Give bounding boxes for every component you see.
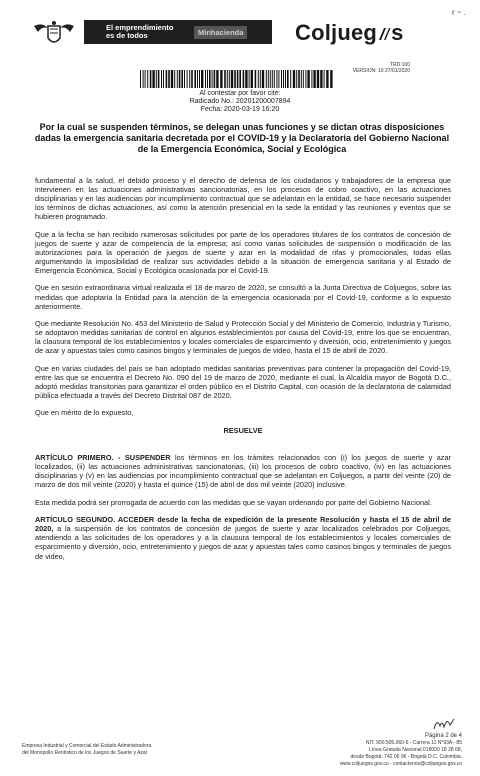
signature-initials-icon (432, 716, 456, 732)
paragraph-5: Que en varias ciudades del país se han adoptado medidas sanitarias preventivas para contener la propagación del Covid-19, entre las que se encuentra el Decreto No. 090 del 19 de marzo de 2020, mediante el cual, la Alcaldía mayor de Bogotá D.C., adoptó medidas transitorias para garantizar el orden público en el Distrito Capital, con ocasión de la declaratoria de calamidad pública efectuada a través del Decreto Distrital 087 de 2020. (35, 363, 451, 400)
corner-handwritten-mark: r ~ . (451, 8, 466, 17)
version-code: VERSION: 10 27/01/2020 (352, 68, 410, 74)
document-code (353, 62, 410, 74)
article-1 (35, 453, 451, 489)
brand-suffix: s (391, 20, 404, 45)
slogan-line-1: El emprendimiento (106, 23, 174, 32)
paragraph-2: Que a la fecha se han recibido numerosas solicitudes por parte de los operadores titulares de los contratos de concesión de juegos de suerte y azar de competencia de la empresa; así como varias solicitudes de suspensión o modificación de las autorizaciones para la operación de juegos de suerte y azar en la modalidad de rifas y promocionales, todas ellas argumentando la imposibilidad de realizar sus actividades debido a la situación de emergencia sanitaria y al Estado de Emergencia Económica, Social y Ecológica ocasionada por el Covid-19. (35, 229, 451, 275)
paragraph-1: fundamental a la salud, el debido proceso y el derecho de defensa de los ciudadanos y trabajadores de la empresa que intervienen en las actuaciones administrativas sancionatorias, en los procesos de cobro coactivo, en las actuaciones disciplinarias y en las audiencias por incumplimiento contractual que se adelantan en la entidad, se hace necesario suspender los términos de dichas actuaciones, así como la atención presencial en la sede la entidad y las reuniones y eventos que se hubieren programado. (35, 176, 451, 222)
resuelve-heading: RESUELVE (223, 426, 263, 436)
resolution-body (35, 176, 451, 569)
article-2 (35, 515, 451, 560)
barcode (140, 70, 334, 88)
page-number: Página 2 de 4 (424, 733, 462, 739)
brand-text: Coljueg (295, 20, 378, 45)
paragraph-6: Que en mérito de lo expuesto, (35, 408, 134, 418)
radicado-instruction: Al contestar por favor cite: (199, 90, 281, 97)
footer-nit-address: NIT. 900.505.060-5 - Carrera 11 N°93A - 85 (365, 740, 462, 746)
trd-code: TRD:100 (389, 62, 410, 68)
coljuegos-logo (295, 20, 404, 46)
footer-bogota-phone: desde Bogotá: 742 06 96 - Bogotá D.C. Colombia. (350, 754, 462, 760)
radicado-date: Fecha: 2020-03-19 16:20 (200, 106, 280, 114)
article-2-text: a la suspensión de los contratos de concesión de juegos de suerte y azar localizados celebrados por Coljuegos, atendiendo a las solicitudes de los operadores y a la clausura temporal de los establecimientos y locales comerciales de esparcimiento y diversión, ocio, entretenimiento y juegos de azar y apuestas tales como casinos bingos y terminales de juegos de video, (35, 524, 451, 561)
ministry-label: Minhacienda (194, 26, 247, 39)
resolution-title: Por la cual se suspenden términos, se delegan unas funciones y se dictan otras disposiciones dadas la emergencia sanitaria decretada por el COVID-19 y la Declaratoria del Gobierno Nacional de la Emergencia Económica, Social y Ecológica (34, 122, 450, 154)
paragraph-4: Que mediante Resolución No. 453 del Ministerio de Salud y Protección Social y del Ministerio de Comercio, Industria y Turismo, se adoptaron medidas sanitarias de control en algunos establecimientos por causa del Covid-19, entre los que se encuentran, la clausura temporal de los establecimientos y locales comerciales de esparcimiento y diversión, ocio, entretenimiento y juegos de azar y apuestas tales como casinos bingos y terminales de juegos de video, hasta el 15 de abril de 2020. (35, 319, 451, 356)
radicado-block (0, 90, 480, 115)
footer-hotline: Línea Gratuita Nacional 018000 18 28 68, (369, 747, 462, 753)
footer-entity-line-2: del Monopolio Rentístico de los Juegos de Suerte y Azar (22, 750, 148, 756)
slogan-line-2: es de todos (106, 31, 148, 40)
government-banner (84, 20, 272, 44)
footer-entity (22, 743, 151, 757)
letterhead (0, 0, 480, 56)
article-1-text: los términos en los trámites relacionados con (i) los juegos de suerte y azar localizados, (ii) las actuaciones administrativas sancionatorias, (iii) los procesos de cobro coactivo, (iv) en las actuaciones disciplinarias y (v) en las audiencias por incumplimiento contractual que se adelantan en Coljuegos, a partir del veinte (20) de marzo de dos mil veinte (2020) y hasta el quince (15) de abril de dos mil veinte (2020) inclusive. (35, 453, 451, 490)
footer-entity-line-1: Empresa Industrial y Comercial del Estado Administradora (22, 743, 152, 749)
paragraph-3: Que en sesión extraordinaria virtual realizada el 18 de marzo de 2020, se consultó a la Junta Directiva de Coljuegos, sobre las medidas que adoptaría la Entidad para la atención de la emergencia ocasionada por el Covid-19, conforme a lo expuesto anteriormente. (35, 283, 451, 311)
footer-web-email[interactable]: www.coljuegos.gov.co - contactenos@coljuegos.gov.co (339, 761, 462, 767)
brand-mark-icon (377, 26, 391, 42)
government-slogan (106, 24, 186, 40)
article-1-heading: ARTÍCULO PRIMERO. - SUSPENDER (35, 453, 171, 463)
footer-contact (340, 733, 462, 768)
radicado-number: Radicado No.: 20201200007894 (189, 98, 291, 106)
coat-of-arms-icon (30, 20, 78, 48)
article-2-heading: ARTÍCULO SEGUNDO. ACCEDER desde la fecha de expedición de la presente Resolución y hasta el 15 de abril de 2020, (35, 515, 451, 534)
paragraph-7: Esta medida podrá ser prorrogada de acuerdo con las medidas que se vayan ordenando por parte del Gobierno Nacional. (35, 497, 432, 507)
